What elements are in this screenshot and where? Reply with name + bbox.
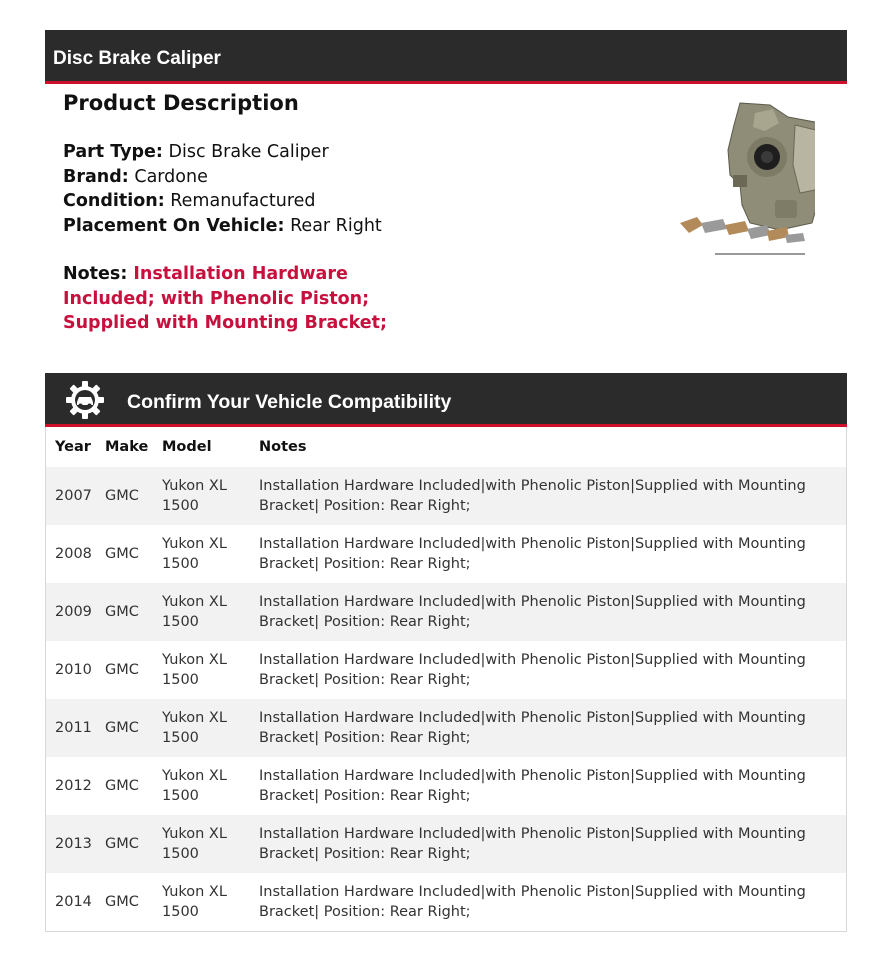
spec-condition — [63, 189, 382, 214]
cell-notes: Installation Hardware Included|with Phenolic Piston|Supplied with Mounting Bracket| Position: Rear Right; — [250, 467, 846, 525]
spec-brand — [63, 165, 382, 190]
spec-label: Part Type: — [63, 142, 163, 162]
cell-notes: Installation Hardware Included|with Phenolic Piston|Supplied with Mounting Bracket| Position: Rear Right; — [250, 641, 846, 699]
product-title-bar — [45, 30, 847, 84]
cell-model: Yukon XL 1500 — [153, 699, 250, 757]
cell-year: 2009 — [46, 583, 96, 641]
spec-label: Brand: — [63, 166, 129, 187]
cell-year: 2010 — [46, 641, 96, 699]
compatibility-title: Confirm Your Vehicle Compatibility — [127, 391, 452, 413]
cell-make: GMC — [96, 815, 153, 873]
table-row — [46, 583, 846, 641]
cell-model: Yukon XL 1500 — [153, 525, 250, 583]
cell-make: GMC — [96, 641, 153, 699]
table-row — [46, 641, 846, 699]
cell-model: Yukon XL 1500 — [153, 641, 250, 699]
cell-make: GMC — [96, 699, 153, 757]
spec-placement — [63, 214, 382, 239]
cell-make: GMC — [96, 583, 153, 641]
spec-value: Rear Right — [290, 215, 382, 236]
cell-year: 2014 — [46, 873, 96, 931]
spec-value: Disc Brake Caliper — [168, 142, 329, 162]
cell-model: Yukon XL 1500 — [153, 815, 250, 873]
spec-label: Placement On Vehicle: — [63, 215, 285, 236]
cell-model: Yukon XL 1500 — [153, 757, 250, 815]
product-title: Disc Brake Caliper — [53, 48, 221, 69]
cell-year: 2007 — [46, 467, 96, 525]
spec-label: Condition: — [63, 191, 165, 211]
product-image — [675, 95, 815, 260]
table-row — [46, 873, 846, 931]
product-notes — [63, 262, 423, 336]
cell-year: 2013 — [46, 815, 96, 873]
gear-car-icon — [65, 380, 105, 420]
table-row — [46, 815, 846, 873]
cell-notes: Installation Hardware Included|with Phenolic Piston|Supplied with Mounting Bracket| Position: Rear Right; — [250, 525, 846, 583]
cell-notes: Installation Hardware Included|with Phenolic Piston|Supplied with Mounting Bracket| Position: Rear Right; — [250, 583, 846, 641]
spec-list — [63, 140, 382, 238]
cell-year: 2012 — [46, 757, 96, 815]
spec-value: Remanufactured — [170, 191, 316, 211]
cell-make: GMC — [96, 757, 153, 815]
table-row — [46, 525, 846, 583]
column-header-make: Make — [105, 439, 149, 455]
spec-part-type — [63, 140, 382, 165]
cell-model: Yukon XL 1500 — [153, 467, 250, 525]
cell-make: GMC — [96, 525, 153, 583]
cell-notes: Installation Hardware Included|with Phenolic Piston|Supplied with Mounting Bracket| Position: Rear Right; — [250, 873, 846, 931]
cell-notes: Installation Hardware Included|with Phenolic Piston|Supplied with Mounting Bracket| Position: Rear Right; — [250, 815, 846, 873]
table-row — [46, 467, 846, 525]
table-row — [46, 757, 846, 815]
cell-make: GMC — [96, 467, 153, 525]
compatibility-table — [45, 427, 847, 932]
column-header-notes: Notes — [259, 439, 307, 455]
cell-model: Yukon XL 1500 — [153, 583, 250, 641]
column-header-model: Model — [162, 439, 212, 455]
cell-make: GMC — [96, 873, 153, 931]
cell-year: 2011 — [46, 699, 96, 757]
column-header-year: Year — [55, 439, 91, 455]
table-row — [46, 699, 846, 757]
cell-model: Yukon XL 1500 — [153, 873, 250, 931]
cell-notes: Installation Hardware Included|with Phenolic Piston|Supplied with Mounting Bracket| Position: Rear Right; — [250, 757, 846, 815]
cell-year: 2008 — [46, 525, 96, 583]
compatibility-header-bar — [45, 373, 847, 427]
notes-value: Installation Hardware Included; with Phenolic Piston; Supplied with Mounting Bracket; — [63, 264, 388, 333]
spec-value: Cardone — [134, 166, 208, 187]
cell-notes: Installation Hardware Included|with Phenolic Piston|Supplied with Mounting Bracket| Position: Rear Right; — [250, 699, 846, 757]
product-description-heading: Product Description — [63, 91, 299, 115]
table-header-row — [46, 427, 846, 467]
notes-label: Notes: — [63, 264, 128, 284]
